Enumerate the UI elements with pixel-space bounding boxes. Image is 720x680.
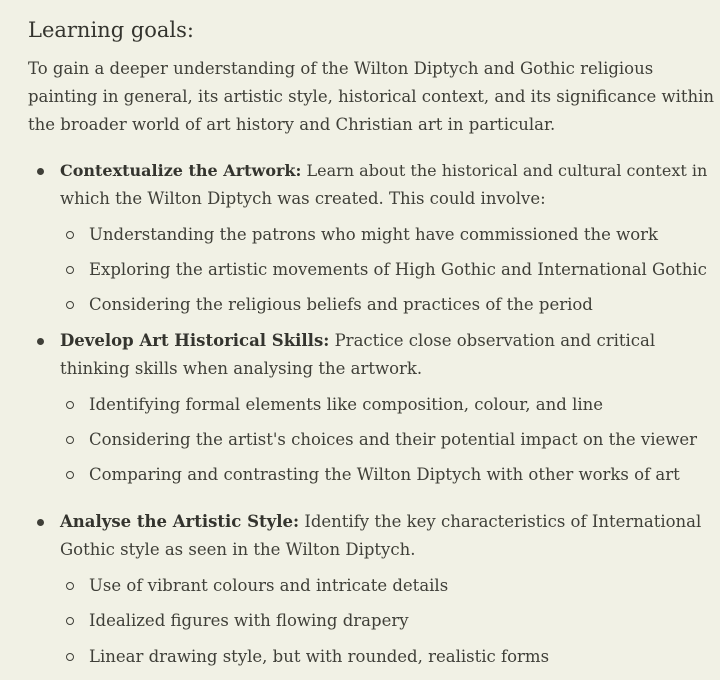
sub-item-text: Considering the religious beliefs and practices of the period: [89, 295, 593, 314]
section-heading: Learning goals:: [28, 18, 194, 42]
goal-text: Learn about the historical and cultural context in: [301, 161, 708, 180]
goal-line: thinking skills when analysing the artwork.: [60, 359, 423, 378]
sub-item-text: Considering the artist's choices and their potential impact on the viewer: [89, 430, 698, 449]
sub-item: [89, 256, 707, 284]
goal-line: Gothic style as seen in the Wilton Diptych.: [60, 540, 416, 559]
goal-line: [60, 157, 710, 185]
sub-item: [89, 291, 593, 319]
sub-item: [89, 221, 658, 249]
intro-line: To gain a deeper understanding of the Wilton Diptych and Gothic religious: [28, 59, 654, 78]
goal-title: Analyse the Artistic Style:: [60, 512, 300, 531]
goal-title: Contextualize the Artwork:: [60, 161, 302, 180]
sub-item: [89, 426, 697, 454]
sub-item: [89, 607, 409, 635]
bullet-circle-icon: [66, 301, 74, 309]
bullet-circle-icon: [66, 653, 74, 661]
sub-item-text: Exploring the artistic movements of High Gothic and International Gothic: [89, 260, 707, 279]
bullet-circle-icon: [66, 436, 74, 444]
sub-item-text: Understanding the patrons who might have commissioned the work: [89, 225, 659, 244]
sub-item: [89, 572, 448, 600]
intro-line: the broader world of art history and Christian art in particular.: [28, 115, 556, 134]
bullet-disc-icon: [37, 338, 44, 345]
sub-item: [89, 461, 680, 489]
goal-line: [60, 508, 710, 536]
intro-line: painting in general, its artistic style, historical context, and its significance within: [28, 87, 715, 106]
goal-item-contextualize: [60, 157, 710, 213]
goal-line: which the Wilton Diptych was created. This could involve:: [60, 189, 546, 208]
bullet-circle-icon: [66, 266, 74, 274]
goal-text: Identify the key characteristics of International: [299, 512, 702, 531]
sub-item-text: Identifying formal elements like composition, colour, and line: [89, 395, 604, 414]
bullet-disc-icon: [37, 168, 44, 175]
goal-title: Develop Art Historical Skills:: [60, 331, 330, 350]
bullet-circle-icon: [66, 617, 74, 625]
bullet-circle-icon: [66, 471, 74, 479]
bullet-circle-icon: [66, 582, 74, 590]
sub-item: [89, 643, 549, 671]
sub-item-text: Use of vibrant colours and intricate details: [89, 576, 449, 595]
intro-paragraph: [28, 55, 715, 139]
goal-line: [60, 327, 710, 355]
goal-text: Practice close observation and critical: [329, 331, 656, 350]
sub-item-text: Idealized figures with flowing drapery: [89, 611, 409, 630]
goal-item-develop-skills: [60, 327, 710, 383]
bullet-circle-icon: [66, 401, 74, 409]
goal-item-analyse-style: [60, 508, 710, 564]
bullet-circle-icon: [66, 231, 74, 239]
sub-item: [89, 391, 603, 419]
bullet-disc-icon: [37, 519, 44, 526]
sub-item-text: Linear drawing style, but with rounded, realistic forms: [89, 647, 550, 666]
sub-item-text: Comparing and contrasting the Wilton Diptych with other works of art: [89, 465, 680, 484]
